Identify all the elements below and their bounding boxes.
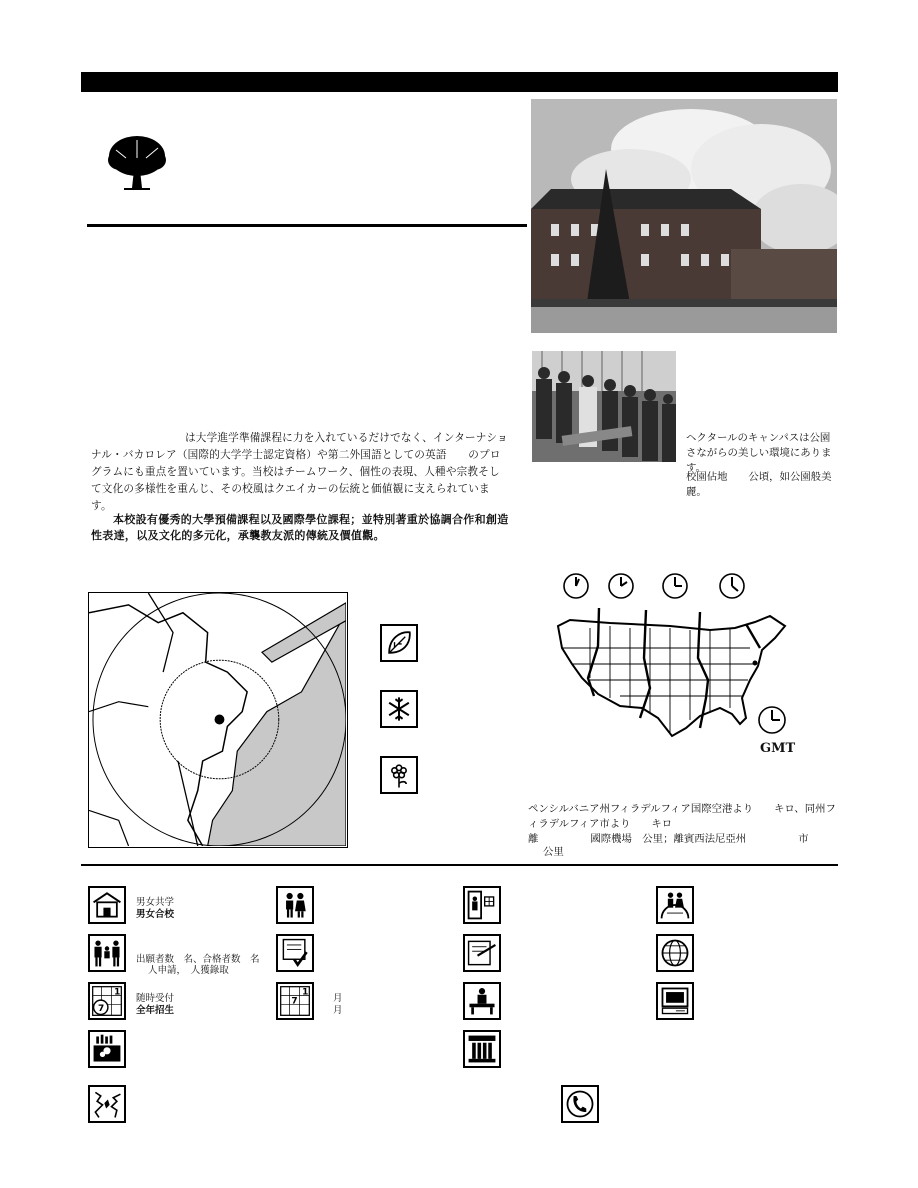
gmt-label: GMT (760, 741, 796, 756)
month-label-2: 月 (333, 1005, 343, 1016)
calendar-month-icon (276, 982, 314, 1020)
campus-activities-icon (88, 1030, 126, 1068)
students-photo (532, 351, 676, 462)
map-caption-zh: 離 國際機場 公里；離賓西法尼亞州 市 (528, 833, 809, 845)
month-label-1: 月 (333, 993, 343, 1004)
computer-icon (656, 982, 694, 1020)
school-house-icon (88, 886, 126, 924)
family-icon (88, 934, 126, 972)
calendar-icon (88, 982, 126, 1020)
campus-caption-ja: ヘクタールのキャンパスは公園さながらの美しい環境にあります。 (686, 432, 832, 474)
intro-paragraph-zh: 本校設有優秀的大學預備課程以及國際學位課程；並特別著重於協調合作和創造性表達，以及文化的多元化，承襲教友派的傳統及價值觀。 (91, 513, 509, 542)
leaf-icon (380, 624, 418, 662)
section-divider (87, 224, 527, 227)
boy-girl-icon (276, 886, 314, 924)
applicants-label-zh: 人申請， 人獲錄取 (148, 965, 229, 976)
svg-text:7: 7 (98, 1003, 105, 1014)
speaking-icon (88, 1085, 126, 1123)
coed-label-ja: 男女共学 (136, 897, 175, 908)
applicants-label-ja: 出願者数 名、合格者数 名 (136, 954, 260, 965)
header-bar (81, 72, 838, 92)
svg-text:7: 7 (291, 996, 298, 1007)
intro-paragraph-ja: は大学進学準備課程に力を入れているだけでなく、インターナショナル・バカロレア（国際的大学学士認定資格）や第二外国語としての英語 のプログラムにも重点を置いています。当校はチームワーク、個性の表現、人種や宗教そして文化の多様性を重んじ、その校風はクエイカーの伝統と価値観に支えられています。 (91, 432, 508, 512)
students-globe-icon (656, 886, 694, 924)
us-timezone-map (550, 568, 798, 754)
regional-map (88, 592, 348, 848)
bottom-divider (81, 864, 838, 866)
tree-logo-icon (106, 134, 168, 192)
snowflake-icon (380, 690, 418, 728)
campus-photo (531, 99, 837, 333)
map-caption-zh-2: 公里 (543, 846, 564, 858)
svg-text:1: 1 (114, 987, 121, 998)
coed-label-zh: 男女合校 (136, 909, 175, 920)
rolling-admission-zh: 全年招生 (136, 1005, 175, 1016)
campus-caption-zh: 校園佔地 公頃，如公園般美麗。 (686, 471, 832, 498)
svg-text:1: 1 (302, 987, 309, 998)
map-caption-ja: ペンシルバニア州フィラデルフィア国際空港より キロ、同州フィラデルフィア市より キロ (528, 803, 836, 830)
library-column-icon (463, 1030, 501, 1068)
teacher-desk-icon (463, 982, 501, 1020)
rolling-admission-ja: 随時受付 (136, 993, 175, 1004)
globe-icon (656, 934, 694, 972)
checklist-icon (276, 934, 314, 972)
dormitory-icon (463, 886, 501, 924)
application-form-icon (463, 934, 501, 972)
flower-icon (380, 756, 418, 794)
telephone-icon (561, 1085, 599, 1123)
